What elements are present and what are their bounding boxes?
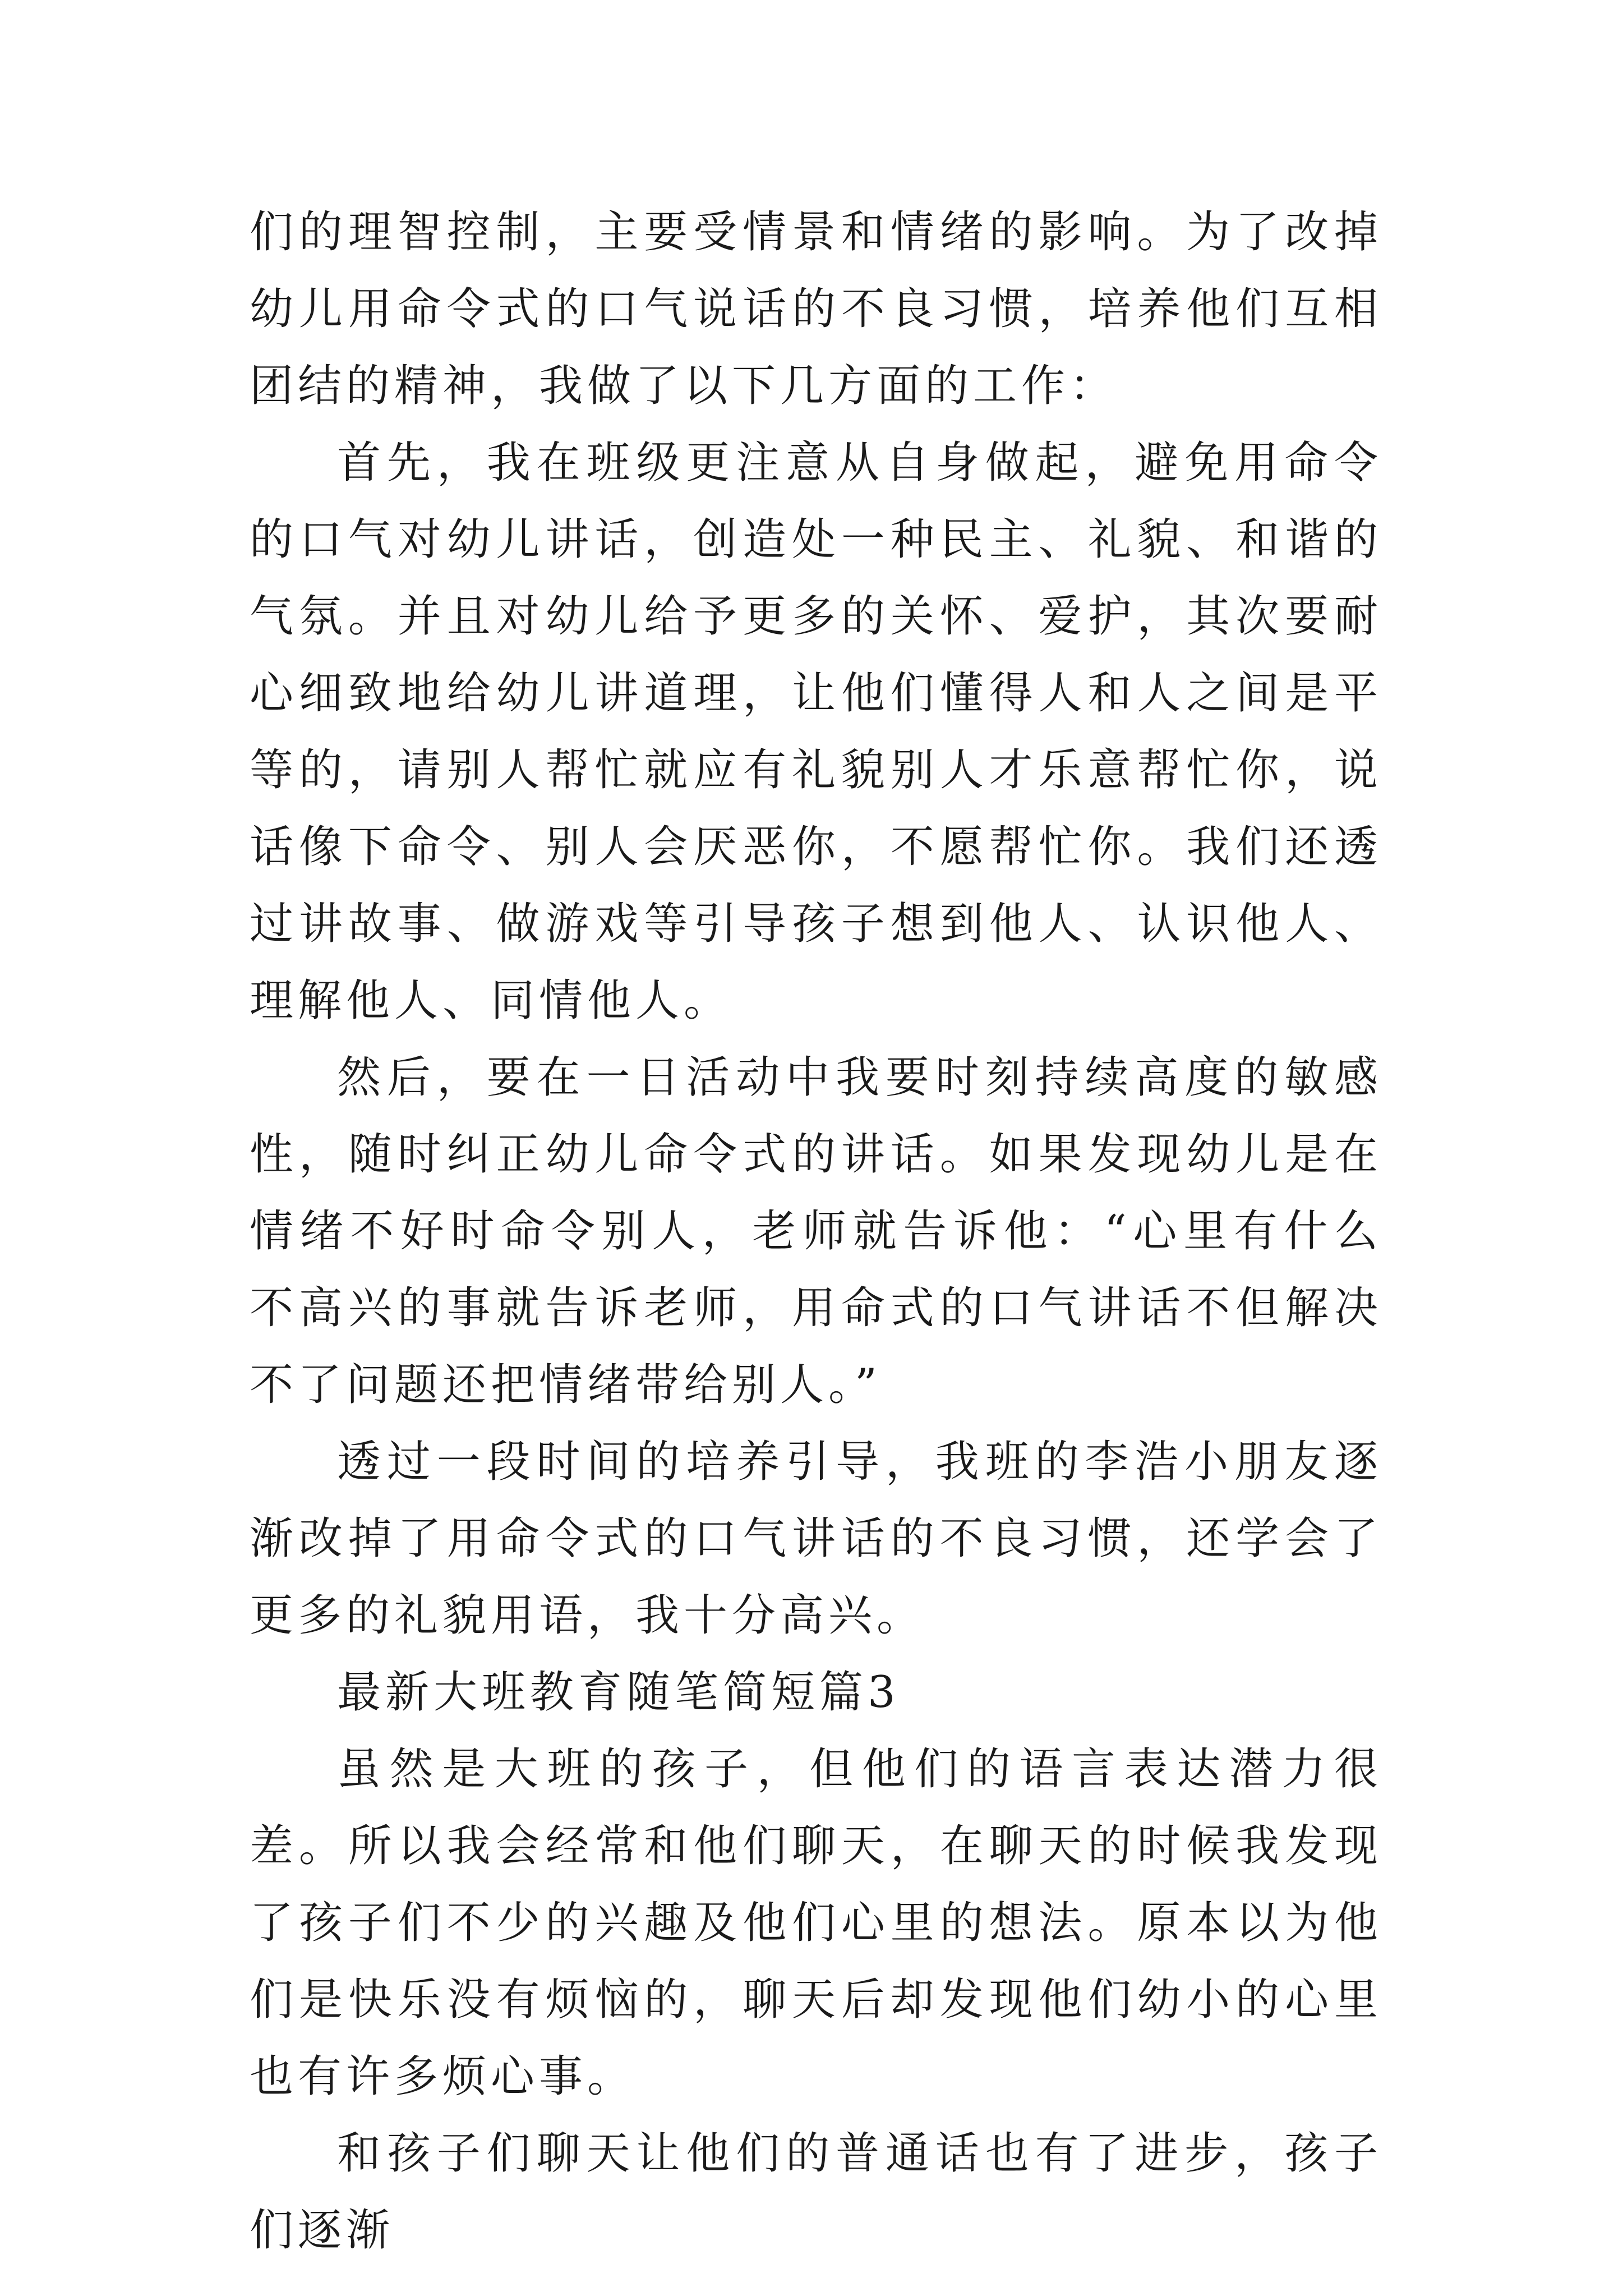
paragraph-then: 然后，要在一日活动中我要时刻持续高度的敏感性，随时纠正幼儿命令式的讲话。如果发现幼儿是在情绪不好时命令别人，老师就告诉他：“心里有什么不高兴的事就告诉老师，用命式的口气讲话不但解决不了问题还把情绪带给别人。”	[250, 1052, 1382, 1410]
document-body	[250, 194, 1382, 2269]
paragraph-first: 首先，我在班级更注意从自身做起，避免用命令的口气对幼儿讲话，创造处一种民主、礼貌、和谐的气氛。并且对幼儿给予更多的关怀、爱护，其次要耐心细致地给幼儿讲道理，让他们懂得人和人之间是平等的，请别人帮忙就应有礼貌别人才乐意帮忙你，说话像下命令、别人会厌恶你，不愿帮忙你。我们还透过讲故事、做游戏等引导孩子想到他人、认识他人、理解他人、同情他人。	[250, 438, 1382, 1026]
paragraph-chat: 虽然是大班的孩子，但他们的语言表达潜力很差。所以我会经常和他们聊天，在聊天的时候我发现了孩子们不少的兴趣及他们心里的想法。原本以为他们是快乐没有烦恼的，聊天后却发现他们幼小的心里也有许多烦心事。	[250, 1744, 1382, 2102]
section-heading: 最新大班教育随笔简短篇3	[337, 1667, 900, 1718]
paragraph-progress: 和孩子们聊天让他们的普通话也有了进步，孩子们逐渐	[250, 2128, 1382, 2256]
paragraph-continuation: 们的理智控制，主要受情景和情绪的影响。为了改掉幼儿用命令式的口气说话的不良习惯，培养他们互相团结的精神，我做了以下几方面的工作：	[250, 207, 1382, 411]
paragraph-result: 透过一段时间的培养引导，我班的李浩小朋友逐渐改掉了用命令式的口气讲话的不良习惯，还学会了更多的礼貌用语，我十分高兴。	[250, 1437, 1382, 1641]
